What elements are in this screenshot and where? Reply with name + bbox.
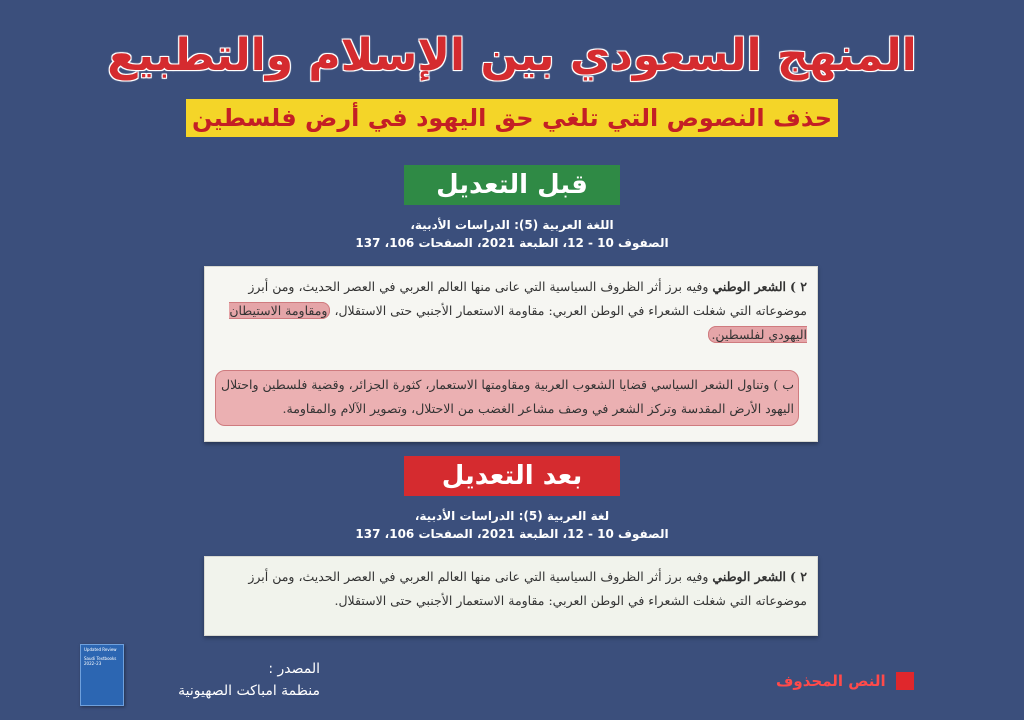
- before-edit-badge: قبل التعديل: [404, 165, 620, 205]
- legend-label: النص المحذوف: [776, 672, 886, 690]
- legend: [776, 672, 914, 690]
- before-para-title: الشعر الوطني: [712, 279, 787, 294]
- before-para-text: وفيه برز أثر الظروف السياسية التي عانى منها العالم العربي في العصر الحديث، ومن أبرز موضوعاته التي شغلت الشعراء في الوطن العربي: مقاومة الاستعمار الأجنبي حتى الاستقلال،: [248, 279, 807, 318]
- after-book-line2: الصفوف 10 - 12، الطبعة 2021، الصفحات 106، 137: [355, 527, 669, 541]
- deleted-phrase-highlight: ومقاومة الاستيطان اليهودي لفلسطين.: [229, 303, 807, 342]
- before-book-line1: اللغة العربية (5): الدراسات الأدبية،: [410, 218, 614, 232]
- after-para-number: ٢ ): [790, 569, 807, 584]
- legend-swatch: [896, 672, 914, 690]
- source-org: منظمة امباكت الصهيونية: [178, 683, 320, 699]
- before-book-line2: الصفوف 10 - 12، الطبعة 2021، الصفحات 106، 137: [355, 236, 669, 250]
- after-book-info: [0, 507, 1024, 543]
- source-label: المصدر :: [268, 661, 320, 677]
- report-cover-thumbnail: [80, 644, 124, 706]
- deleted-paragraph-highlight: ب ) وتناول الشعر السياسي قضايا الشعوب العربية ومقاومتها الاستعمار، كثورة الجزائر، وقضية فلسطين واحتلال اليهود الأرض المقدسة وتركز الشعر في وصف مشاعر الغضب من الاحتلال، وتصوير الآلام والمقاومة.: [215, 370, 799, 426]
- page-subtitle: حذف النصوص التي تلغي حق اليهود في أرض فلسطين: [186, 99, 838, 137]
- after-book-line1: لغة العربية (5): الدراسات الأدبية،: [414, 509, 610, 523]
- before-textbook-excerpt: [204, 266, 818, 442]
- page-title: المنهج السعودي بين الإسلام والتطبيع: [107, 30, 917, 81]
- source-credit: [150, 658, 320, 702]
- after-para-title: الشعر الوطني: [712, 569, 787, 584]
- report-subtitle: Saudi Textbooks 2022–23: [84, 656, 117, 666]
- before-book-info: [0, 216, 1024, 252]
- report-title: Updated Review: [84, 647, 117, 652]
- after-edit-badge: بعد التعديل: [404, 456, 620, 496]
- before-para-number: ٢ ): [790, 279, 807, 294]
- before-paragraph: [215, 275, 807, 347]
- after-textbook-excerpt: [204, 556, 818, 636]
- after-paragraph: [215, 565, 807, 613]
- after-para-text: وفيه برز أثر الظروف السياسية التي عانى منها العالم العربي في العصر الحديث، ومن أبرز موضوعاته التي شغلت الشعراء في الوطن العربي: مقاومة الاستعمار الأجنبي حتى الاستقلال.: [248, 569, 807, 608]
